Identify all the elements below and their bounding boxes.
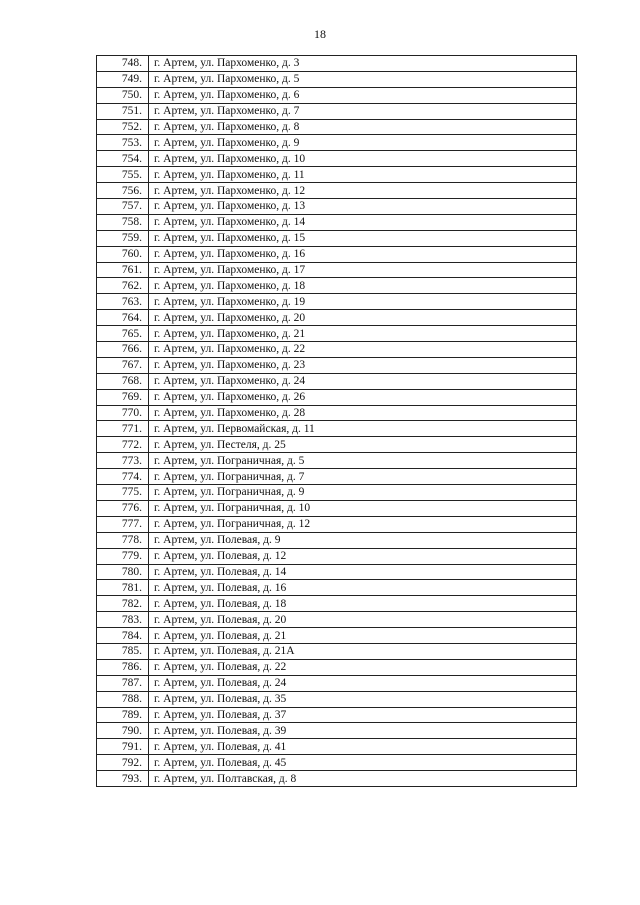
table-row (97, 580, 577, 596)
table-row (97, 564, 577, 580)
row-number: 763. (97, 294, 149, 310)
row-address: г. Артем, ул. Полевая, д. 41 (149, 739, 577, 755)
row-number: 762. (97, 278, 149, 294)
row-address: г. Артем, ул. Пархоменко, д. 14 (149, 214, 577, 230)
table-row (97, 612, 577, 628)
row-number: 773. (97, 453, 149, 469)
table-row (97, 437, 577, 453)
row-number: 793. (97, 771, 149, 787)
row-number: 775. (97, 485, 149, 501)
row-number: 790. (97, 723, 149, 739)
row-address: г. Артем, ул. Пограничная, д. 9 (149, 485, 577, 501)
row-address: г. Артем, ул. Полевая, д. 18 (149, 596, 577, 612)
table-row (97, 135, 577, 151)
row-number: 787. (97, 675, 149, 691)
row-number: 765. (97, 326, 149, 342)
row-address: г. Артем, ул. Полевая, д. 20 (149, 612, 577, 628)
table-row (97, 373, 577, 389)
table-row (97, 262, 577, 278)
row-number: 786. (97, 659, 149, 675)
table-row (97, 310, 577, 326)
row-number: 791. (97, 739, 149, 755)
row-address: г. Артем, ул. Пограничная, д. 12 (149, 516, 577, 532)
row-number: 751. (97, 103, 149, 119)
row-address: г. Артем, ул. Пархоменко, д. 7 (149, 103, 577, 119)
row-address: г. Артем, ул. Пархоменко, д. 6 (149, 87, 577, 103)
row-address: г. Артем, ул. Пархоменко, д. 3 (149, 56, 577, 72)
row-number: 756. (97, 183, 149, 199)
table-row (97, 246, 577, 262)
row-address: г. Артем, ул. Полевая, д. 14 (149, 564, 577, 580)
table-row (97, 739, 577, 755)
row-number: 778. (97, 532, 149, 548)
table-row (97, 389, 577, 405)
row-address: г. Артем, ул. Полтавская, д. 8 (149, 771, 577, 787)
row-address: г. Артем, ул. Пархоменко, д. 23 (149, 357, 577, 373)
row-number: 764. (97, 310, 149, 326)
row-address: г. Артем, ул. Полевая, д. 22 (149, 659, 577, 675)
row-address: г. Артем, ул. Пархоменко, д. 19 (149, 294, 577, 310)
table-row (97, 71, 577, 87)
row-address: г. Артем, ул. Пархоменко, д. 5 (149, 71, 577, 87)
row-number: 759. (97, 230, 149, 246)
row-address: г. Артем, ул. Пархоменко, д. 18 (149, 278, 577, 294)
table-row (97, 199, 577, 215)
row-address: г. Артем, ул. Полевая, д. 24 (149, 675, 577, 691)
row-number: 753. (97, 135, 149, 151)
table-row (97, 357, 577, 373)
address-table-body (97, 56, 577, 787)
row-address: г. Артем, ул. Пограничная, д. 10 (149, 500, 577, 516)
row-number: 788. (97, 691, 149, 707)
table-row (97, 167, 577, 183)
table-row (97, 755, 577, 771)
table-row (97, 103, 577, 119)
row-address: г. Артем, ул. Пархоменко, д. 26 (149, 389, 577, 405)
row-address: г. Артем, ул. Полевая, д. 21А (149, 643, 577, 659)
row-number: 757. (97, 199, 149, 215)
row-address: г. Артем, ул. Пархоменко, д. 20 (149, 310, 577, 326)
table-row (97, 326, 577, 342)
table-row (97, 56, 577, 72)
row-number: 755. (97, 167, 149, 183)
table-row (97, 87, 577, 103)
row-address: г. Артем, ул. Полевая, д. 45 (149, 755, 577, 771)
table-row (97, 278, 577, 294)
row-address: г. Артем, ул. Полевая, д. 37 (149, 707, 577, 723)
address-table (96, 55, 577, 787)
table-row (97, 342, 577, 358)
row-number: 770. (97, 405, 149, 421)
row-address: г. Артем, ул. Пархоменко, д. 12 (149, 183, 577, 199)
row-address: г. Артем, ул. Пархоменко, д. 15 (149, 230, 577, 246)
row-number: 761. (97, 262, 149, 278)
table-row (97, 659, 577, 675)
table-row (97, 485, 577, 501)
row-address: г. Артем, ул. Пархоменко, д. 9 (149, 135, 577, 151)
table-row (97, 596, 577, 612)
table-row (97, 675, 577, 691)
row-number: 766. (97, 342, 149, 358)
row-number: 769. (97, 389, 149, 405)
row-number: 749. (97, 71, 149, 87)
row-number: 771. (97, 421, 149, 437)
row-address: г. Артем, ул. Полевая, д. 16 (149, 580, 577, 596)
row-number: 779. (97, 548, 149, 564)
row-address: г. Артем, ул. Пархоменко, д. 13 (149, 199, 577, 215)
row-address: г. Артем, ул. Полевая, д. 21 (149, 628, 577, 644)
row-address: г. Артем, ул. Пархоменко, д. 28 (149, 405, 577, 421)
table-row (97, 119, 577, 135)
row-number: 784. (97, 628, 149, 644)
table-row (97, 294, 577, 310)
row-number: 752. (97, 119, 149, 135)
row-address: г. Артем, ул. Пестеля, д. 25 (149, 437, 577, 453)
row-address: г. Артем, ул. Пархоменко, д. 17 (149, 262, 577, 278)
row-address: г. Артем, ул. Полевая, д. 9 (149, 532, 577, 548)
row-address: г. Артем, ул. Пархоменко, д. 21 (149, 326, 577, 342)
row-number: 785. (97, 643, 149, 659)
table-row (97, 151, 577, 167)
table-row (97, 548, 577, 564)
row-number: 767. (97, 357, 149, 373)
row-address: г. Артем, ул. Пограничная, д. 5 (149, 453, 577, 469)
row-address: г. Артем, ул. Полевая, д. 12 (149, 548, 577, 564)
row-number: 789. (97, 707, 149, 723)
table-row (97, 643, 577, 659)
row-number: 776. (97, 500, 149, 516)
table-row (97, 707, 577, 723)
table-row (97, 516, 577, 532)
table-row (97, 532, 577, 548)
row-number: 780. (97, 564, 149, 580)
row-address: г. Артем, ул. Пархоменко, д. 8 (149, 119, 577, 135)
table-row (97, 500, 577, 516)
row-address: г. Артем, ул. Пограничная, д. 7 (149, 469, 577, 485)
table-row (97, 691, 577, 707)
table-row (97, 469, 577, 485)
table-row (97, 421, 577, 437)
row-number: 748. (97, 56, 149, 72)
row-address: г. Артем, ул. Пархоменко, д. 22 (149, 342, 577, 358)
table-row (97, 405, 577, 421)
row-address: г. Артем, ул. Полевая, д. 35 (149, 691, 577, 707)
table-row (97, 723, 577, 739)
row-number: 758. (97, 214, 149, 230)
row-number: 783. (97, 612, 149, 628)
row-address: г. Артем, ул. Первомайская, д. 11 (149, 421, 577, 437)
row-number: 772. (97, 437, 149, 453)
table-row (97, 214, 577, 230)
page-number: 18 (314, 27, 326, 41)
row-address: г. Артем, ул. Пархоменко, д. 24 (149, 373, 577, 389)
table-row (97, 628, 577, 644)
row-address: г. Артем, ул. Пархоменко, д. 11 (149, 167, 577, 183)
row-address: г. Артем, ул. Пархоменко, д. 10 (149, 151, 577, 167)
row-number: 750. (97, 87, 149, 103)
row-address: г. Артем, ул. Пархоменко, д. 16 (149, 246, 577, 262)
row-number: 768. (97, 373, 149, 389)
row-number: 782. (97, 596, 149, 612)
row-number: 777. (97, 516, 149, 532)
row-number: 754. (97, 151, 149, 167)
row-address: г. Артем, ул. Полевая, д. 39 (149, 723, 577, 739)
table-row (97, 183, 577, 199)
row-number: 774. (97, 469, 149, 485)
row-number: 760. (97, 246, 149, 262)
table-row (97, 771, 577, 787)
row-number: 792. (97, 755, 149, 771)
table-row (97, 453, 577, 469)
table-row (97, 230, 577, 246)
row-number: 781. (97, 580, 149, 596)
